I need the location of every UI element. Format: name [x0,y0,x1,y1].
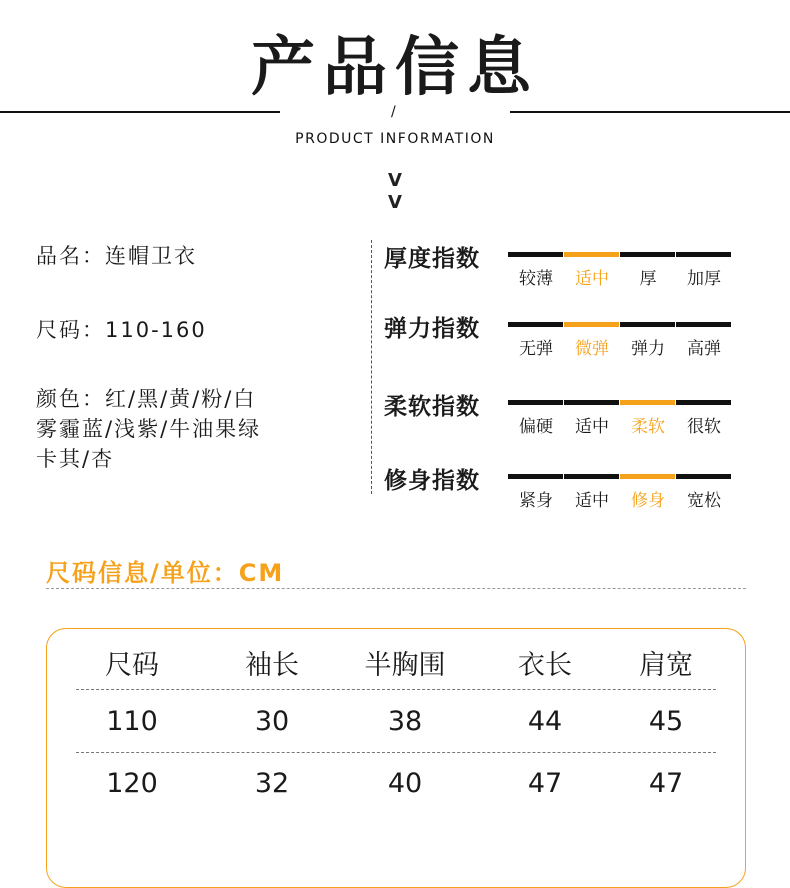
index-bar-segment [564,400,619,405]
index-option: 高弹 [687,339,721,359]
table-cell: 44 [527,706,563,737]
index-option: 宽松 [687,491,721,511]
vertical-divider [371,240,372,494]
size-header-cell: 尺码 [105,650,159,681]
index-bar-segment [676,474,731,479]
product-colors-line-3: 卡其/杏 [36,447,115,471]
size-header-cell: 半胸围 [364,650,446,681]
index-option: 适中 [575,417,609,437]
table-cell: 45 [648,706,684,737]
index-bar-segment [564,252,619,257]
index-bar-segment [676,252,731,257]
index-bar-segment [676,322,731,327]
table-cell: 38 [387,706,423,737]
chevron-down-icon: V [388,170,402,191]
index-option: 适中 [575,491,609,511]
index-option: 无弹 [519,339,553,359]
page-subtitle: PRODUCT INFORMATION [295,131,495,147]
size-section-title: 尺码信息/单位：CM [46,559,285,587]
table-row-rule [76,752,716,753]
product-name: 品名：连帽卫衣 [36,244,197,268]
index-label: 厚度指数 [384,246,480,272]
index-bar-segment [620,322,675,327]
header-rule-left [0,111,280,113]
index-bar-segment [620,474,675,479]
index-option: 适中 [575,269,609,289]
product-colors-line-1: 颜色：红/黑/黄/粉/白 [36,387,257,411]
table-cell: 30 [254,706,290,737]
index-bar-segment [620,400,675,405]
table-cell: 40 [387,768,423,799]
index-option: 较薄 [519,269,553,289]
header-slash: / [391,104,396,120]
index-option: 厚 [639,269,657,289]
size-header-cell: 衣长 [518,650,572,681]
index-bar-segment [508,322,563,327]
page-title: 产品信息 [251,31,539,105]
index-option: 柔软 [631,417,665,437]
index-bar-segment [508,474,563,479]
product-size-range: 尺码：110-160 [36,318,207,342]
index-option: 偏硬 [519,417,553,437]
index-option: 很软 [687,417,721,437]
table-cell: 47 [648,768,684,799]
index-option: 微弹 [575,339,609,359]
index-bar-segment [620,252,675,257]
index-option: 修身 [631,491,665,511]
index-label: 修身指数 [384,468,480,494]
product-colors-line-2: 雾霾蓝/浅紫/牛油果绿 [36,417,262,441]
header-rule-right [510,111,790,113]
chevron-down-icon: V [388,192,402,213]
index-bar-segment [564,474,619,479]
table-cell: 120 [106,768,158,799]
index-label: 柔软指数 [384,394,480,420]
index-label: 弹力指数 [384,316,480,342]
index-bar-segment [676,400,731,405]
table-cell: 47 [527,768,563,799]
index-bar-segment [564,322,619,327]
index-bar-segment [508,400,563,405]
table-cell: 32 [254,768,290,799]
index-option: 弹力 [631,339,665,359]
index-option: 加厚 [687,269,721,289]
index-option: 紧身 [519,491,553,511]
size-section-rule [46,588,746,589]
table-cell: 110 [106,706,158,737]
size-header-cell: 袖长 [245,650,299,681]
size-header-cell: 肩宽 [639,650,693,681]
table-row-rule [76,689,716,690]
index-bar-segment [508,252,563,257]
